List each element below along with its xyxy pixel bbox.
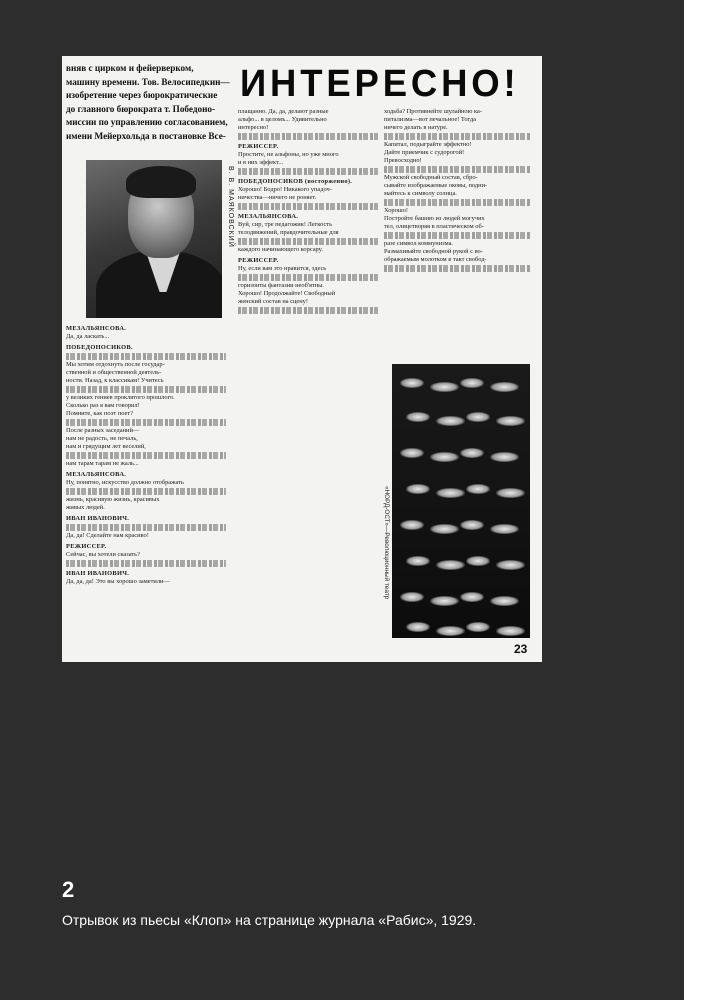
speaker-name: РЕЖИССЕР. — [238, 143, 279, 150]
dialogue-line: каждого начинающего корсару. — [238, 246, 323, 253]
dialogue-line: Хорошо! Бодро! Никакого упадоч- — [238, 186, 332, 193]
dancer-figure — [406, 484, 430, 494]
dancer-figure — [406, 412, 430, 422]
dialogue-line: Превосходно! — [384, 157, 422, 164]
dialogue-line: Да, да, да! Это вы хорошо заметили— — [66, 578, 170, 585]
dancer-figure — [466, 412, 490, 422]
dialogue-line: женский состав на сцену! — [238, 298, 309, 305]
text-column-1 — [66, 322, 226, 586]
illegible-line — [384, 199, 530, 206]
illegible-line — [384, 133, 530, 140]
dialogue-line: тел, олицетворяя в пластическом об- — [384, 223, 484, 230]
text-column-2 — [238, 108, 378, 315]
dancer-figure — [406, 556, 430, 566]
dialogue-line: разе символ коммунизма. — [384, 240, 454, 247]
text-column-3 — [384, 108, 530, 273]
dialogue-line: Ну, если вам это нравится, здесь — [238, 265, 327, 272]
dancer-figure — [490, 382, 519, 392]
intro-line: имени Мейерхольда в постановке Все- — [66, 130, 226, 141]
dancer-figure — [496, 488, 525, 498]
intro-text — [66, 62, 236, 143]
dialogue-line: ходьба? Противнейте шулайною ка- — [384, 108, 482, 115]
speaker-name: МЕЗАЛЬЯНСОВА. — [238, 213, 299, 220]
illegible-line — [238, 307, 378, 314]
dialogue-line: Помните, как поэт поет? — [66, 410, 133, 417]
dialogue-line: горизонты фантазии необ'ятны. — [238, 282, 325, 289]
dancer-figure — [430, 452, 459, 462]
page-number: 23 — [514, 642, 528, 656]
dialogue-line: у великих гениев проклятого прошлого. — [66, 394, 175, 401]
portrait-hair — [126, 166, 196, 198]
dancer-figure — [490, 452, 519, 462]
dialogue-line: ственной и общественной деятель- — [66, 369, 162, 376]
speaker-name: ПОБЕДОНОСИКОВ. — [66, 344, 133, 351]
speaker-name: ИВАН ИВАНОВИЧ. — [66, 570, 130, 577]
speaker-name: ИВАН ИВАНОВИЧ. — [66, 515, 130, 522]
dancer-figure — [490, 524, 519, 534]
dancer-figure — [436, 560, 465, 570]
dialogue-line: Ну, понятно, искусство должно отображать — [66, 479, 184, 486]
dancer-figure — [490, 596, 519, 606]
dialogue-line: Сейчас, вы хотели сказать? — [66, 551, 140, 558]
illegible-line — [66, 488, 226, 495]
dialogue-line: майтесь к символу солнца. — [384, 190, 457, 197]
dancer-figure — [460, 592, 484, 602]
dancers-photo — [392, 364, 530, 638]
dialogue-line: Да, да! Сделайте нам красиво! — [66, 532, 149, 539]
dialogue-line: интересно! — [238, 124, 269, 131]
intro-line: машину времени. Тов. Велосипедкин— — [66, 76, 230, 87]
dancer-figure — [436, 488, 465, 498]
illegible-line — [66, 419, 226, 426]
illegible-line — [66, 560, 226, 567]
dancer-figure — [430, 524, 459, 534]
illegible-line — [66, 524, 226, 531]
dancer-figure — [460, 448, 484, 458]
photo-caption: «НОРД-ОСТ»—Революционный театр — [383, 486, 390, 600]
dialogue-line: ображаемым молотком в такт свобод- — [384, 256, 487, 263]
portrait-photo — [86, 160, 222, 318]
dialogue-line: Размахивайте свободной рукой с во- — [384, 248, 483, 255]
speaker-name: РЕЖИССЕР. — [238, 257, 279, 264]
dancer-figure — [496, 626, 525, 636]
illegible-line — [238, 168, 378, 175]
intro-line: до главного бюрократа т. Победоно- — [66, 103, 216, 114]
dialogue-line: и в них эффект... — [238, 159, 284, 166]
illegible-line — [66, 353, 226, 360]
dialogue-line: питализма—вот печальное! Тогда — [384, 116, 476, 123]
speaker-name: РЕЖИССЕР. — [66, 543, 107, 550]
dialogue-line: Хорошо! — [384, 207, 409, 214]
dialogue-line: После разных заседаний— — [66, 427, 140, 434]
dancer-figure — [400, 592, 424, 602]
dialogue-line: Простите, не альфоны, но уже много — [238, 151, 339, 158]
dialogue-line: плащанно. Да, да, делают разные — [238, 108, 329, 115]
masthead-title: ИНТЕРЕСНО! — [240, 63, 520, 105]
illegible-line — [238, 274, 378, 281]
dancer-figure — [436, 626, 465, 636]
intro-line: изобретение через бюрократические — [66, 90, 218, 100]
dialogue-line: Мужской свободный состав, сбро- — [384, 174, 478, 181]
dancer-figure — [400, 448, 424, 458]
dancer-figure — [496, 416, 525, 426]
dancer-figure — [496, 560, 525, 570]
intro-line: вняв с цирком и фейерверком, — [66, 63, 194, 73]
illegible-line — [66, 452, 226, 459]
dialogue-line: Дайте приемчик с судорогой! — [384, 149, 465, 156]
dialogue-line: телодвижений, правдочительные для — [238, 229, 339, 236]
dialogue-line: Сколько раз я вам говорил! — [66, 402, 140, 409]
dancer-figure — [466, 484, 490, 494]
dancer-figure — [466, 556, 490, 566]
dancer-figure — [430, 382, 459, 392]
dancer-figure — [436, 416, 465, 426]
dialogue-line: Постройте башню из людей могучих — [384, 215, 485, 222]
illegible-line — [238, 133, 378, 140]
dancer-figure — [430, 596, 459, 606]
illegible-line — [384, 166, 530, 173]
dialogue-line: ничего делать в натуре. — [384, 124, 448, 131]
dialogue-line: Хорошо! Продолжайте! Свободный — [238, 290, 336, 297]
speaker-name: ПОБЕДОНОСИКОВ (восторженно). — [238, 178, 353, 185]
dialogue-line: нам тарам тарам не жаль... — [66, 460, 139, 467]
dialogue-line: ности. Назад, к классикам! Учитесь — [66, 377, 164, 384]
dialogue-line: Капитал, подыграйте эффектно! — [384, 141, 472, 148]
illegible-line — [384, 265, 530, 272]
figure-caption: Отрывок из пьесы «Клоп» на странице журнала «Рабис», 1929. — [62, 912, 477, 928]
illegible-line — [238, 238, 378, 245]
dialogue-line: ничества—ничего не роняет. — [238, 194, 317, 201]
dancer-figure — [460, 520, 484, 530]
illegible-line — [384, 232, 530, 239]
intro-line: миссии по управлению согласованием, — [66, 117, 228, 127]
dialogue-line: жизнь, красивую жизнь, красивых — [66, 496, 160, 503]
dialogue-line: нам не радость, не печаль, — [66, 435, 138, 442]
illegible-line — [66, 386, 226, 393]
page-edge-strip — [684, 0, 710, 1000]
magazine-scan — [62, 56, 542, 662]
dialogue-line: альфо... в целомъ... Удивительно — [238, 116, 327, 123]
dialogue-line: живых людей. — [66, 504, 105, 511]
portrait-caption: В. В. МАЯКОВСКИЙ — [227, 166, 234, 248]
figure-number: 2 — [62, 877, 75, 902]
dancer-figure — [466, 622, 490, 632]
dialogue-line: нам и грядущим лет веселий, — [66, 443, 146, 450]
speaker-name: МЕЗАЛЬЯНСОВА. — [66, 471, 127, 478]
speaker-name: МЕЗАЛЬЯНСОВА. — [66, 325, 127, 332]
dialogue-line: Мы хотим отдохнуть после государ- — [66, 361, 165, 368]
dancer-figure — [460, 378, 484, 388]
dancer-figure — [406, 622, 430, 632]
dancer-figure — [400, 520, 424, 530]
dialogue-line: Да, да ласкать... — [66, 333, 110, 340]
dancer-figure — [400, 378, 424, 388]
dialogue-line: Вуй, сир, тре педагожик! Легкость — [238, 221, 332, 228]
dialogue-line: сывайте изображаемые оковы, подни- — [384, 182, 488, 189]
illegible-line — [238, 203, 378, 210]
